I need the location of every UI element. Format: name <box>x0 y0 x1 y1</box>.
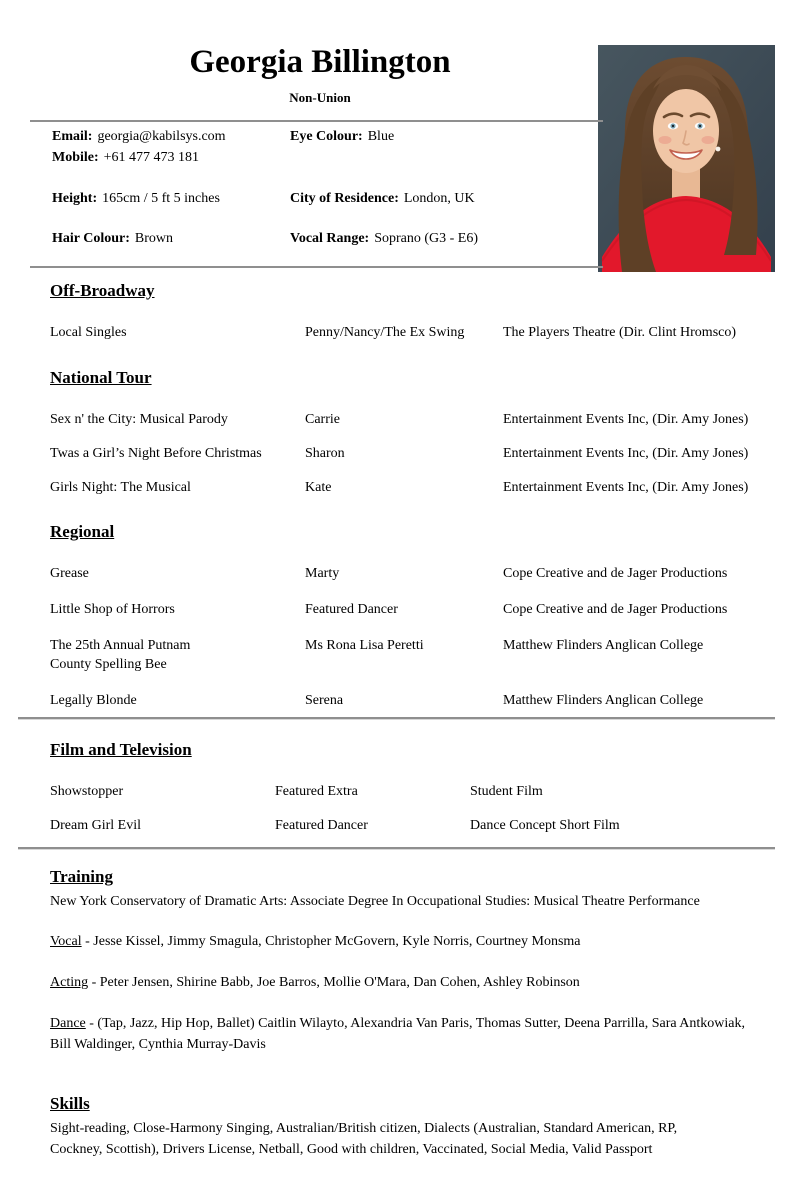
skills-list: Sight-reading, Close-Harmony Singing, Australian/British citizen, Dialects (Australian, Standard American, RP, Cockney, Scottish), Drivers License, Netball, Good with children, Vaccinated, Social Media, Valid Passport <box>50 1121 678 1157</box>
section-heading: National Tour <box>50 368 152 387</box>
role: Featured Dancer <box>275 818 368 833</box>
role: Featured Dancer <box>305 602 398 617</box>
page-title: Georgia Billington <box>189 44 451 80</box>
role: Serena <box>305 693 344 708</box>
section-heading: Training <box>50 867 113 886</box>
contact-row <box>52 188 603 209</box>
contact-email: Email: georgia@kabilsys.com <box>52 129 226 144</box>
contact-hair-colour: Hair Colour: Brown <box>52 231 174 246</box>
contact-vocal-range: Vocal Range: Soprano (G3 - E6) <box>290 231 479 246</box>
section-divider <box>18 717 775 720</box>
section-national-tour <box>50 368 775 512</box>
role: Marty <box>305 566 340 581</box>
contact-section <box>30 120 603 268</box>
contact-row <box>52 126 603 147</box>
header <box>40 44 600 106</box>
contact-row <box>52 147 603 168</box>
training-acting: Acting - Peter Jensen, Shirine Babb, Joe Barros, Mollie O'Mara, Dan Cohen, Ashley Robinson <box>50 975 580 990</box>
production-title: Twas a Girl’s Night Before Christmas <box>50 446 262 461</box>
section-training <box>50 867 775 1074</box>
union-status: Non-Union <box>289 90 351 105</box>
credit-row <box>50 323 775 342</box>
company: Cope Creative and de Jager Productions <box>503 566 728 581</box>
company: Entertainment Events Inc, (Dir. Amy Jones) <box>503 480 749 495</box>
section-off-broadway <box>50 281 775 357</box>
section-heading: Film and Television <box>50 740 192 759</box>
credit-row <box>50 691 775 710</box>
company: Matthew Flinders Anglican College <box>503 638 704 653</box>
role: Kate <box>305 480 332 495</box>
production-title: Local Singles <box>50 325 127 340</box>
company: Cope Creative and de Jager Productions <box>503 602 728 617</box>
contact-mobile: Mobile: +61 477 473 181 <box>52 150 200 165</box>
company: Matthew Flinders Anglican College <box>503 693 704 708</box>
credit-row <box>50 600 775 619</box>
section-regional <box>50 522 775 727</box>
production-title: Dream Girl Evil <box>50 818 141 833</box>
training-vocal: Vocal - Jesse Kissel, Jimmy Smagula, Christopher McGovern, Kyle Norris, Courtney Monsma <box>50 934 581 949</box>
production-title: The 25th Annual Putnam County Spelling Bee <box>50 638 191 672</box>
contact-eye-colour: Eye Colour: Blue <box>290 129 395 144</box>
production-title: Little Shop of Horrors <box>50 602 175 617</box>
credit-row <box>50 444 775 463</box>
credit-row <box>50 410 775 429</box>
section-heading: Regional <box>50 522 115 541</box>
company: The Players Theatre (Dir. Clint Hromsco) <box>503 325 737 340</box>
training-institution: New York Conservatory of Dramatic Arts: Associate Degree In Occupational Studies: Musical Theatre Performance <box>50 894 700 909</box>
credit-row <box>50 478 775 497</box>
contact-row <box>52 228 603 249</box>
production-title: Sex n' the City: Musical Parody <box>50 412 228 427</box>
credit-row <box>50 564 775 583</box>
headshot-photo <box>598 45 775 272</box>
role: Carrie <box>305 412 340 427</box>
company: Entertainment Events Inc, (Dir. Amy Jones) <box>503 412 749 427</box>
contact-height: Height: 165cm / 5 ft 5 inches <box>52 191 220 206</box>
role: Penny/Nancy/The Ex Swing <box>305 325 465 340</box>
production-title: Showstopper <box>50 784 124 799</box>
role: Sharon <box>305 446 345 461</box>
spacer <box>52 168 603 188</box>
role: Featured Extra <box>275 784 358 799</box>
credit-row <box>50 782 775 801</box>
production-title: Legally Blonde <box>50 693 137 708</box>
section-heading: Off-Broadway <box>50 281 155 300</box>
training-dance: Dance - (Tap, Jazz, Hip Hop, Ballet) Caitlin Wilayto, Alexandria Van Paris, Thomas Sutter, Deena Parrilla, Sara Antkowiak, Bill Waldinger, Cynthia Murray-Davis <box>50 1016 746 1052</box>
company: Dance Concept Short Film <box>470 818 620 833</box>
contact-city: City of Residence: London, UK <box>290 191 475 206</box>
section-heading: Skills <box>50 1094 90 1113</box>
spacer <box>52 209 603 228</box>
company: Student Film <box>470 784 543 799</box>
section-skills <box>50 1094 775 1179</box>
section-film-tv <box>50 740 775 850</box>
company: Entertainment Events Inc, (Dir. Amy Jones) <box>503 446 749 461</box>
credit-row <box>50 636 775 674</box>
production-title: Girls Night: The Musical <box>50 480 191 495</box>
credit-row <box>50 816 775 835</box>
role: Ms Rona Lisa Peretti <box>305 638 424 653</box>
section-divider <box>18 847 775 850</box>
production-title: Grease <box>50 566 89 581</box>
headshot-illustration <box>598 45 775 272</box>
